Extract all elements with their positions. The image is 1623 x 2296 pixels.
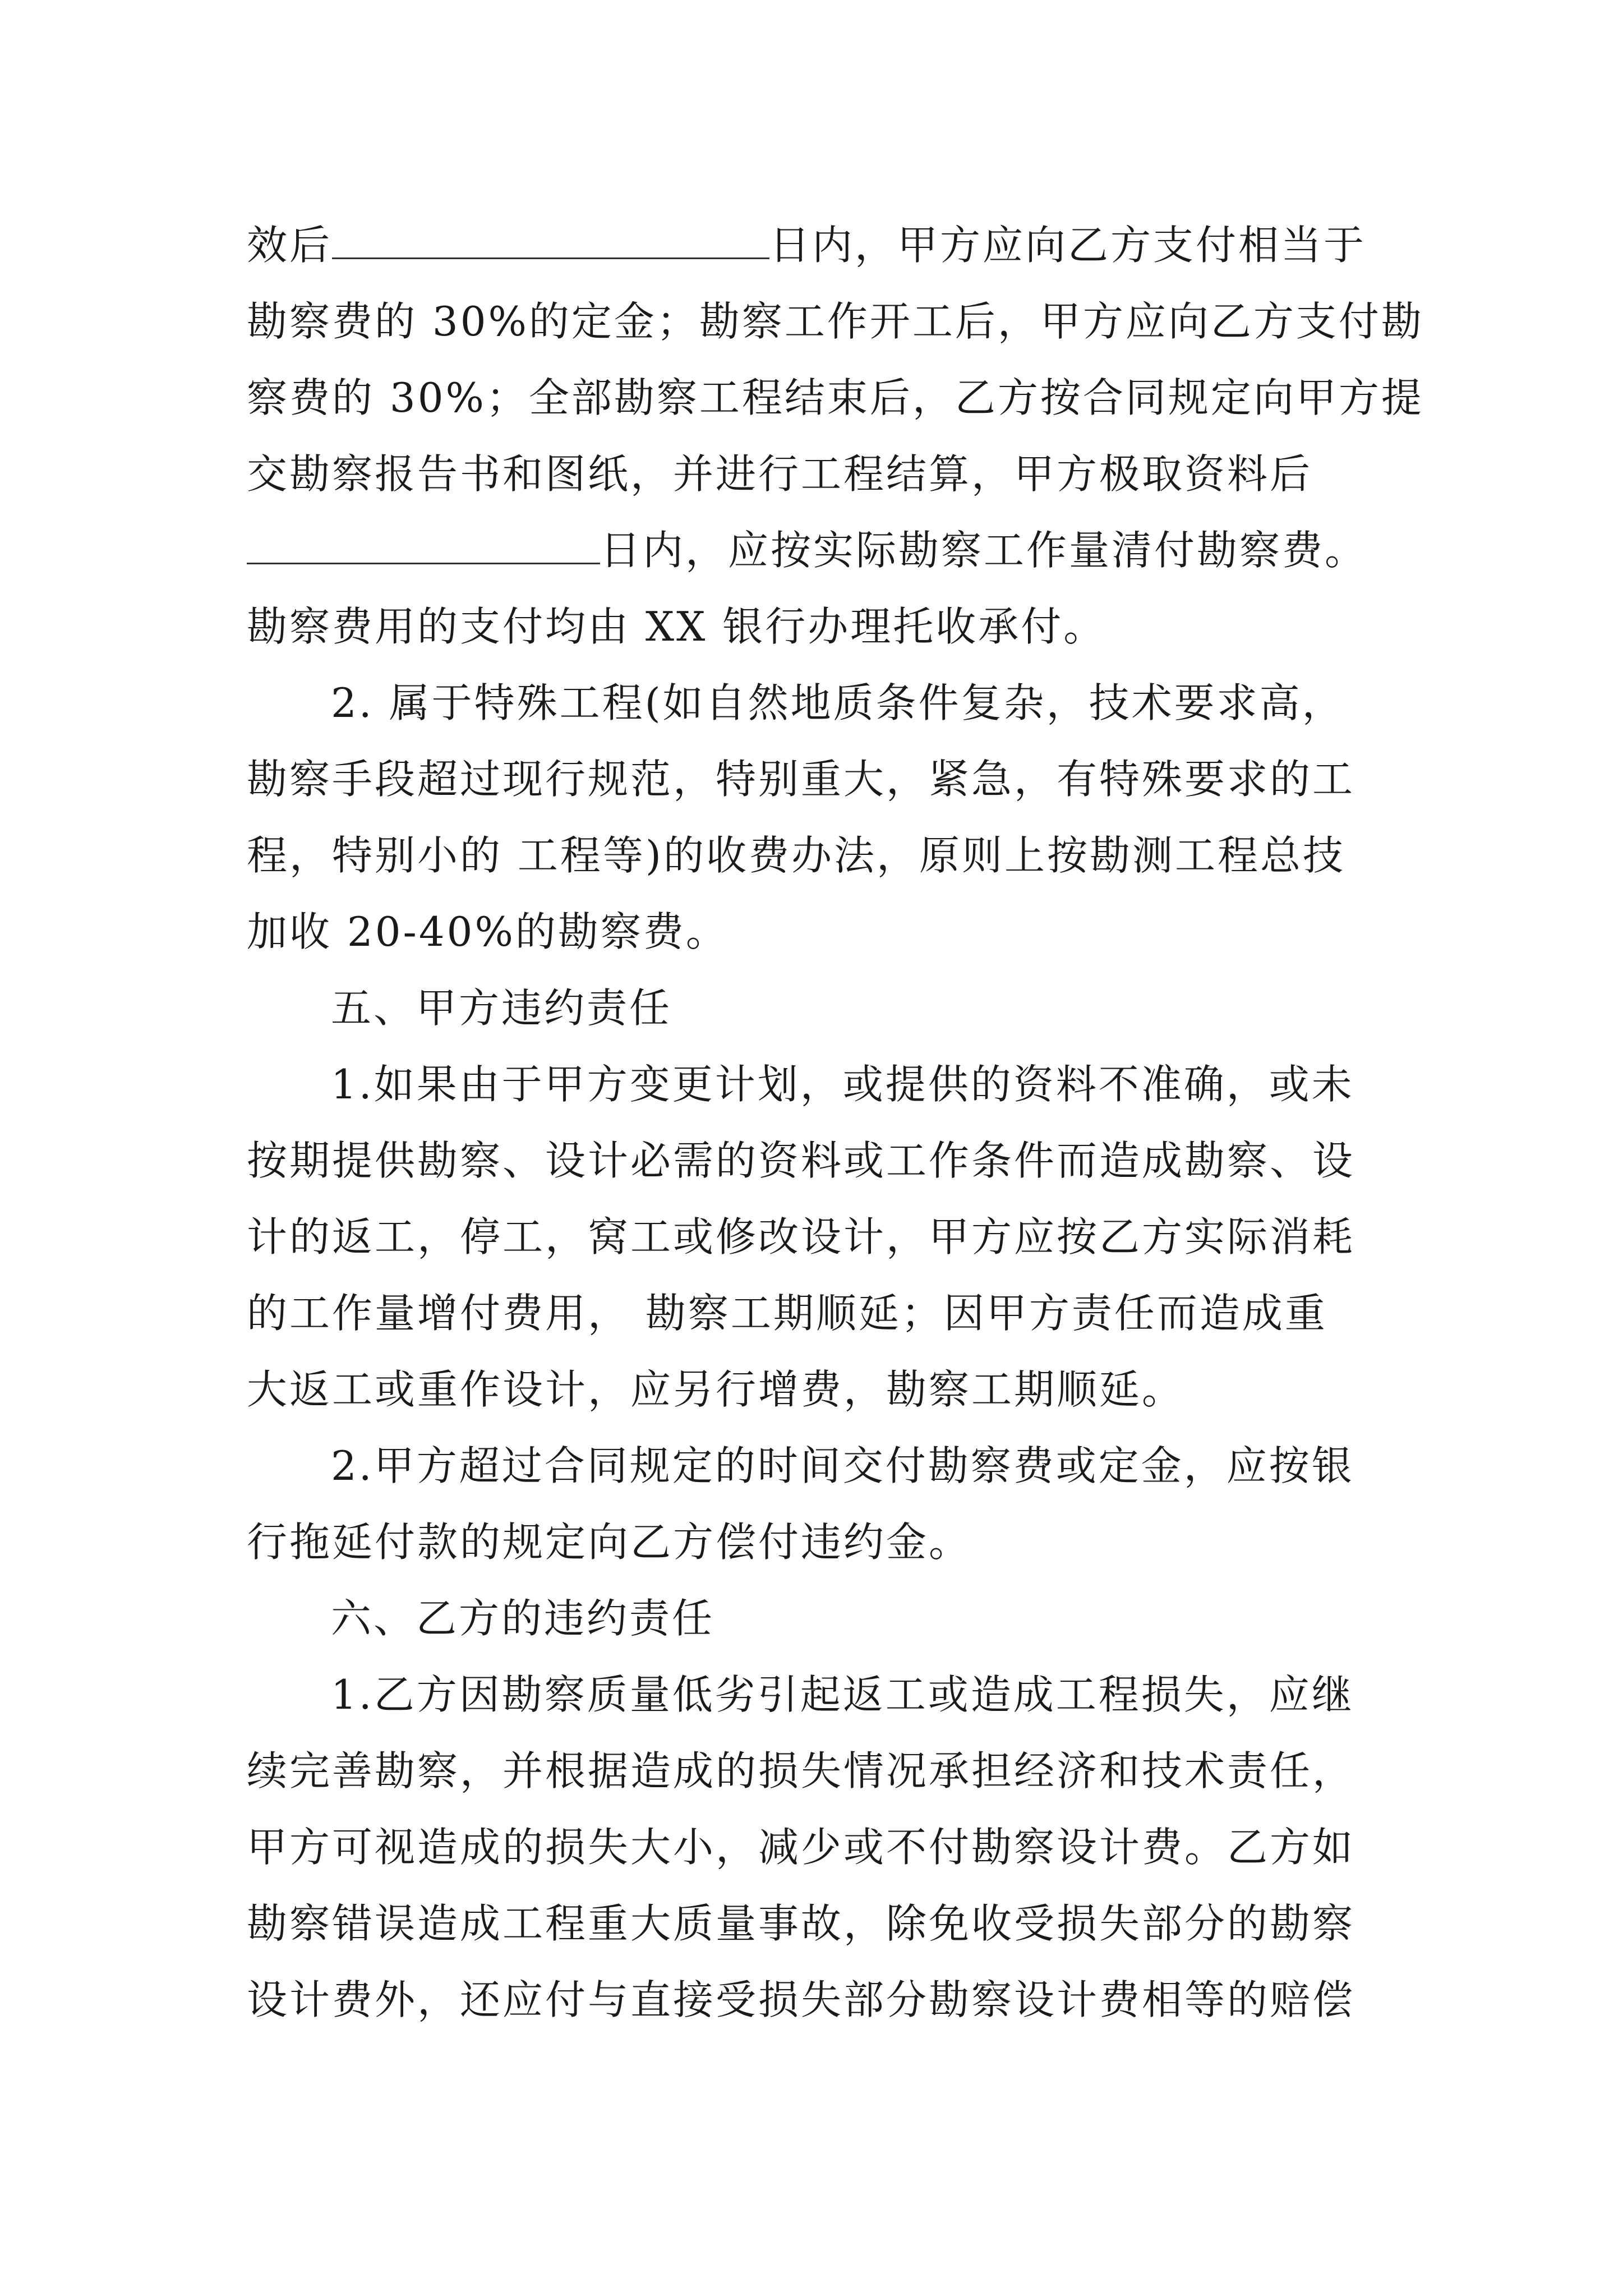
text-line: 勘察手段超过现行规范，特别重大，紧急，有特殊要求的工 (247, 756, 1355, 803)
text-line: 设计费外，还应付与直接受损失部分勘察设计费相等的赔偿 (247, 1976, 1355, 2023)
text-line (247, 207, 1391, 283)
text-line (247, 512, 1391, 588)
clause-paragraph-start: 1.如果由于甲方变更计划，或提供的资料不准确，或未 (331, 1061, 1354, 1108)
text-segment: 日内，甲方应向乙方支付相当于 (769, 222, 1367, 269)
text-line: 勘察错误造成工程重大质量事故，除免收受损失部分的勘察 (247, 1900, 1355, 1947)
text-line: 察费的 30%；全部勘察工程结束后，乙方按合同规定向甲方提 (247, 374, 1424, 421)
fill-in-blank (247, 522, 600, 564)
fill-in-blank (332, 217, 769, 259)
text-line: 勘察费的 30%的定金；勘察工作开工后，甲方应向乙方支付勘 (247, 298, 1424, 345)
text-line: 程，特别小的 工程等)的收费办法，原则上按勘测工程总技 (247, 832, 1345, 879)
clause-paragraph-start: 1.乙方因勘察质量低劣引起返工或造成工程损失，应继 (331, 1671, 1354, 1718)
section-heading: 六、乙方的违约责任 (331, 1595, 715, 1642)
text-line: 续完善勘察，并根据造成的损失情况承担经济和技术责任， (247, 1747, 1355, 1795)
section-heading: 五、甲方违约责任 (331, 984, 672, 1032)
text-line: 交勘察报告书和图纸，并进行工程结算，甲方极取资料后 (247, 450, 1313, 498)
text-segment: 日内，应按实际勘察工作量清付勘察费。 (600, 527, 1368, 574)
text-line: 计的返工，停工，窝工或修改设计，甲方应按乙方实际消耗 (247, 1213, 1355, 1260)
text-line: 的工作量增付费用， 勘察工期顺延；因甲方责任而造成重 (247, 1290, 1327, 1337)
text-line: 按期提供勘察、设计必需的资料或工作条件而造成勘察、设 (247, 1137, 1355, 1184)
text-line: 甲方可视造成的损失大小，减少或不付勘察设计费。乙方如 (247, 1824, 1355, 1871)
text-line: 大返工或重作设计，应另行增费，勘察工期顺延。 (247, 1366, 1185, 1413)
text-line: 加收 20-40%的勘察费。 (247, 908, 728, 955)
clause-paragraph-start: 2.甲方超过合同规定的时间交付勘察费或定金，应按银 (331, 1442, 1354, 1489)
clause-paragraph-start: 2. 属于特殊工程(如自然地质条件复杂，技术要求高， (331, 679, 1345, 726)
text-line: 行拖延付款的规定向乙方偿付违约金。 (247, 1519, 972, 1566)
text-line: 勘察费用的支付均由 XX 银行办理托收承付。 (247, 603, 1106, 650)
text-segment: 效后 (247, 222, 333, 269)
